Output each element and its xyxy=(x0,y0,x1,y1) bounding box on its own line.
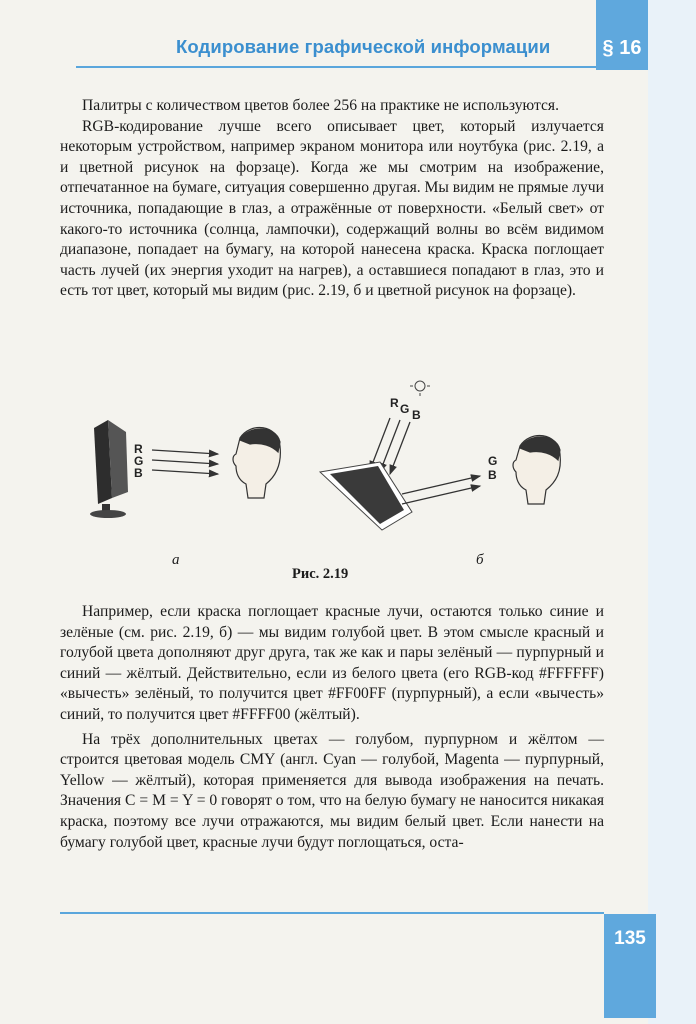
ray-in-label-r: R xyxy=(390,396,399,410)
sun-icon xyxy=(410,380,430,396)
paper-sheet xyxy=(320,462,412,530)
text-block-bottom xyxy=(60,602,604,853)
page-number: 135 xyxy=(604,914,656,1018)
head-icon-a xyxy=(233,428,280,498)
paragraph-4: На трёх дополнительных цветах — голубом, пурпурном и жёлтом — строится цветовая модель CMY (англ. Cyan — голубой, Magenta — пурпурный, Yellow — жёлтый), которая применяется для вывода изображения на печать. Значения C = M = Y = 0 говорят о том, что на белую бумагу не наносится никакая краска, поэтому все лучи отражаются, мы видим белый цвет. Если нанести на бумагу голубой цвет, красные лучи будут поглощаться, оста- xyxy=(60,730,604,851)
ray-label-g: G xyxy=(134,454,144,468)
ray-out-label-b: B xyxy=(488,468,497,482)
figure-label-a: а xyxy=(172,552,180,568)
head-icon-b xyxy=(513,436,560,504)
paragraph-3: Например, если краска поглощает красные лучи, остаются только синие и зелёные (см. рис. 2.19, б) — мы видим голубой цвет. В этом смысле красный и голубой цвета дополняют друг друга, так же как и пары зелёный — пурпурный и синий — жёлтый. Действительно, если из белого цвета (его RGB-код #FFFFFF) «вычесть» зелёный, то получится цвет #FF00FF (пурпурный), а если «вычесть» синий, то получится цвет #FFFF00 (жёлтый). xyxy=(60,603,604,723)
header-divider xyxy=(76,66,596,68)
monitor-icon xyxy=(90,420,128,518)
figure-illustration xyxy=(80,380,600,570)
paragraph-2: RGB-кодирование лучше всего описывает цвет, который излучается некоторым устройством, например экраном монитора или ноутбука (рис. 2.19, а и цветной рисунок на форзаце). Когда же мы смотрим на изображение, отпечатанное на бумаге, ситуация совершенно другая. Мы видим не прямые лучи источника, попадающие в глаз, а отражённые от поверхности. «Белый свет» от какого-то источника (солнца, лампочки), содержащий волны во всём видимом диапазоне, попадает на бумагу, на которой нанесена краска. Краска поглощает часть лучей (их энергия уходит на нагрев), а оставшиеся попадают в глаз, это и есть тот цвет, который мы видим (рис. 2.19, б и цветной рисунок на форзаце). xyxy=(60,117,604,300)
footer-divider xyxy=(60,912,604,914)
ray-out-label-g: G xyxy=(488,454,498,468)
figure-2-19 xyxy=(80,380,600,590)
page-side-strip xyxy=(648,0,696,1024)
rays-b-out xyxy=(402,476,480,504)
ray-in-label-b: B xyxy=(412,408,421,422)
paragraph-1: Палитры с количеством цветов более 256 на практике не используются. xyxy=(82,97,559,114)
ray-label-b: B xyxy=(134,466,143,480)
section-badge: § 16 xyxy=(596,0,648,70)
page-header-title: Кодирование графической информации xyxy=(176,36,551,57)
ray-in-label-g: G xyxy=(400,402,410,416)
text-block-top xyxy=(60,96,604,302)
rays-a xyxy=(152,450,218,474)
ray-label-r: R xyxy=(134,442,143,456)
figure-caption: Рис. 2.19 xyxy=(292,566,349,582)
figure-label-b: б xyxy=(476,552,484,568)
